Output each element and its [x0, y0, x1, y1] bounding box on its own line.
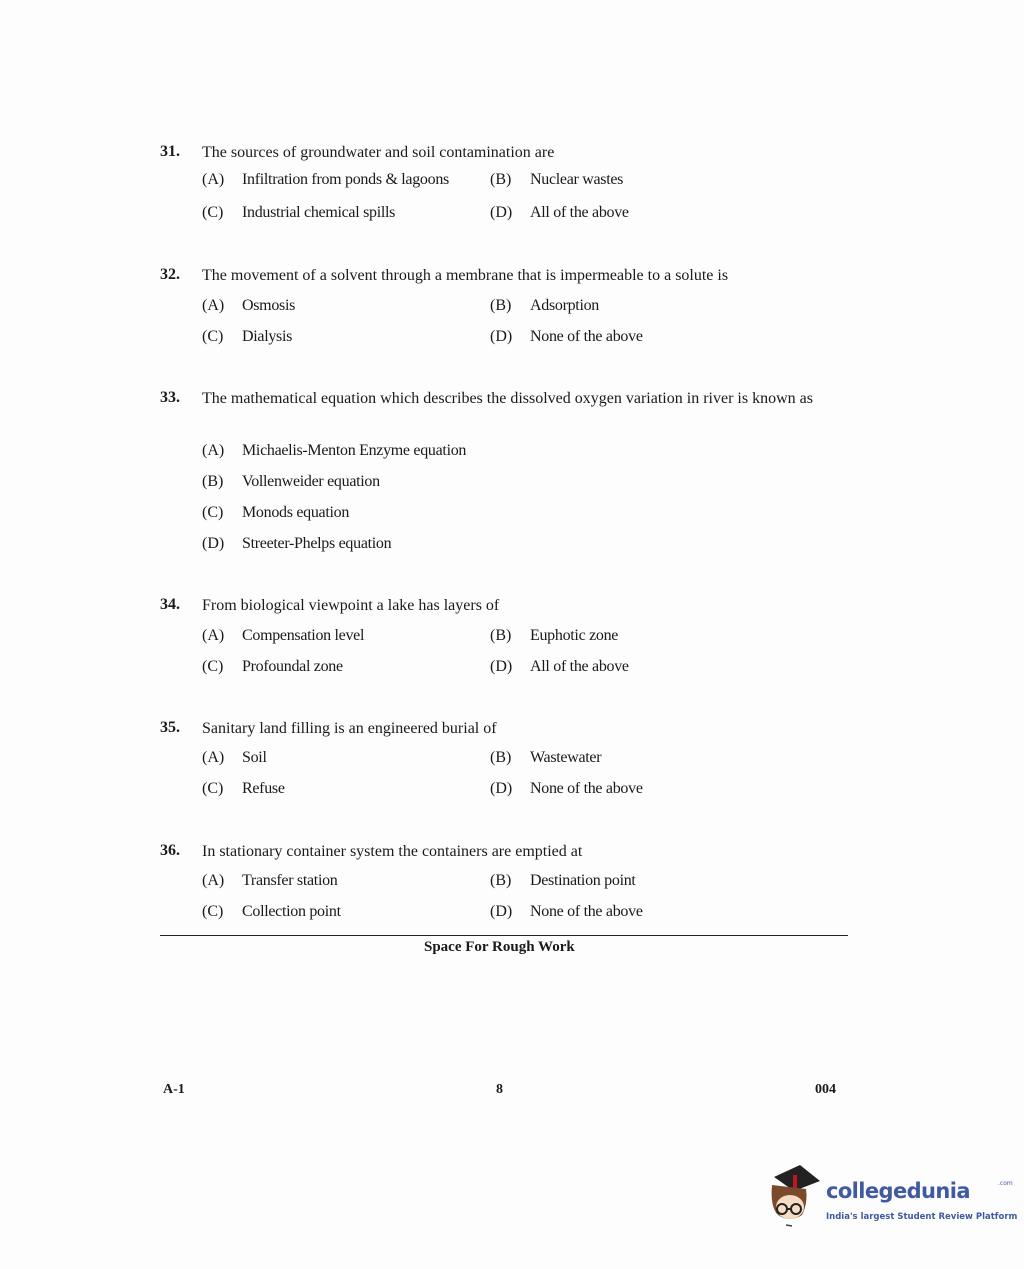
- option-label: (B): [490, 872, 512, 889]
- option-text: Osmosis: [242, 297, 296, 314]
- option-label: (D): [202, 535, 225, 552]
- option-text: Soil: [242, 749, 267, 766]
- question-number: 32.: [160, 266, 180, 283]
- option-text: Dialysis: [242, 328, 293, 345]
- option-text: Transfer station: [242, 872, 338, 889]
- question-number: 31.: [160, 143, 180, 160]
- question-text: The mathematical equation which describes the dissolved oxygen variation in river is known as: [202, 390, 813, 407]
- option-text: Refuse: [242, 780, 285, 797]
- option-text: Destination point: [530, 872, 636, 889]
- page-number: 8: [496, 1082, 503, 1097]
- option-text: Collection point: [242, 903, 341, 920]
- option-label: (B): [202, 473, 224, 490]
- option-text: None of the above: [530, 780, 643, 797]
- option-label: (B): [490, 297, 512, 314]
- logo-wordmark: collegedunia: [826, 1179, 970, 1203]
- question-text: The sources of groundwater and soil contamination are: [202, 144, 555, 161]
- option-text: Profoundal zone: [242, 658, 343, 675]
- option-label: (A): [202, 297, 225, 314]
- option-label: (D): [490, 328, 513, 345]
- option-label: (A): [202, 749, 225, 766]
- option-label: (C): [202, 204, 224, 221]
- option-label: (D): [490, 780, 513, 797]
- option-label: (B): [490, 171, 512, 188]
- option-label: (D): [490, 204, 513, 221]
- option-text: Michaelis-Menton Enzyme equation: [242, 442, 467, 459]
- option-label: (D): [490, 903, 513, 920]
- option-label: (D): [490, 658, 513, 675]
- option-label: (A): [202, 442, 225, 459]
- booklet-number: 004: [815, 1082, 836, 1097]
- option-label: (C): [202, 903, 224, 920]
- option-text: Monods equation: [242, 504, 350, 521]
- option-label: (A): [202, 872, 225, 889]
- footer-code: A-1: [163, 1082, 185, 1097]
- option-text: Euphotic zone: [530, 627, 619, 644]
- option-text: Infiltration from ponds & lagoons: [242, 171, 449, 188]
- question-number: 35.: [160, 719, 180, 736]
- question-number: 34.: [160, 596, 180, 613]
- option-text: Nuclear wastes: [530, 171, 624, 188]
- option-label: (A): [202, 627, 225, 644]
- question-text: In stationary container system the containers are emptied at: [202, 843, 583, 860]
- option-text: None of the above: [530, 903, 643, 920]
- rough-work-heading: Space For Rough Work: [424, 939, 575, 955]
- logo-mascot-icon: [766, 1163, 822, 1234]
- option-label: (B): [490, 749, 512, 766]
- logo-tagline: India's largest Student Review Platform: [826, 1212, 1018, 1222]
- option-label: (C): [202, 504, 224, 521]
- question-number: 33.: [160, 389, 180, 406]
- option-text: Industrial chemical spills: [242, 204, 396, 221]
- option-text: Adsorption: [530, 297, 600, 314]
- logo-suffix: .com: [998, 1180, 1013, 1187]
- option-label: (C): [202, 658, 224, 675]
- option-text: Compensation level: [242, 627, 365, 644]
- divider: [160, 935, 848, 936]
- question-text: The movement of a solvent through a membrane that is impermeable to a solute is: [202, 267, 729, 284]
- option-text: All of the above: [530, 204, 629, 221]
- option-label: (A): [202, 171, 225, 188]
- option-label: (C): [202, 328, 224, 345]
- option-label: (C): [202, 780, 224, 797]
- option-text: Vollenweider equation: [242, 473, 380, 490]
- option-text: Streeter-Phelps equation: [242, 535, 392, 552]
- option-label: (B): [490, 627, 512, 644]
- question-number: 36.: [160, 842, 180, 859]
- option-text: All of the above: [530, 658, 629, 675]
- question-text: Sanitary land filling is an engineered burial of: [202, 720, 497, 737]
- option-text: Wastewater: [530, 749, 602, 766]
- option-text: None of the above: [530, 328, 643, 345]
- question-text: From biological viewpoint a lake has layers of: [202, 597, 500, 614]
